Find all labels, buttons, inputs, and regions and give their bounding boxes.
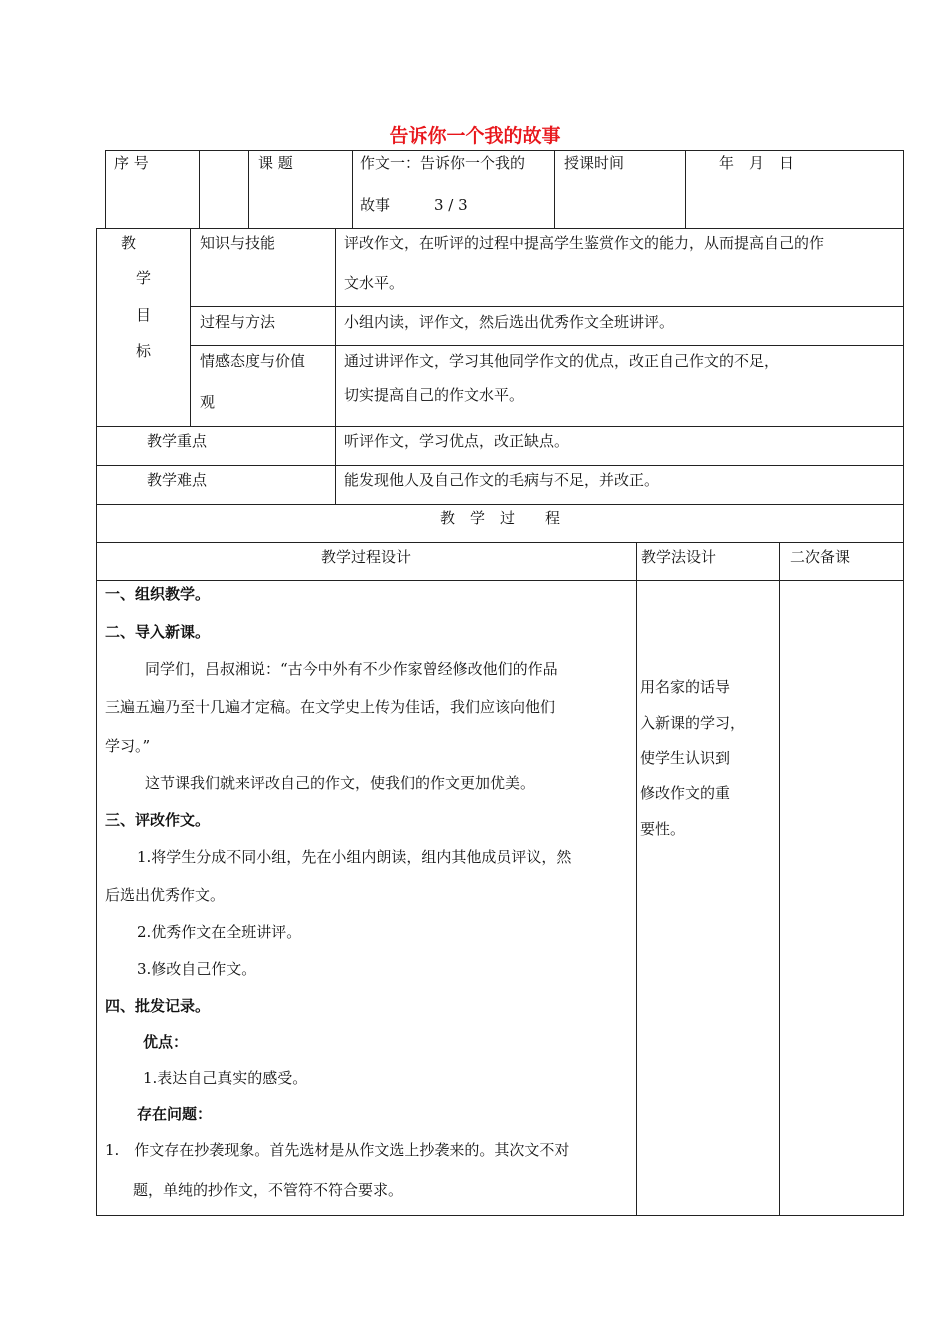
content-line-12: 四、批发记录。 (105, 997, 211, 1015)
col-design-header: 教学过程设计 (320, 548, 411, 566)
content-line-14: 1.表达自己真实的感受。 (143, 1069, 308, 1087)
goal-knowledge-text-2: 文水平。 (344, 274, 405, 292)
content-line-13: 优点： (143, 1033, 189, 1051)
topic-value-line1: 作文一：告诉你一个我的 (360, 154, 526, 172)
page-title: 告诉你一个我的故事 (389, 125, 561, 147)
process-columns-top-border (96, 542, 904, 543)
content-line-17: 题，单纯的抄作文，不管符不符合要求。 (133, 1181, 404, 1199)
seq-label: 序 号 (114, 154, 149, 172)
goals-label-divider (190, 228, 191, 427)
goals-row-divider-2 (190, 345, 904, 346)
date-label: 年 月 日 (719, 154, 795, 172)
header-divider-5 (685, 150, 686, 228)
topic-page: 3 / 3 (434, 196, 468, 214)
process-heading-top-border (96, 504, 904, 505)
focus-top-border (96, 426, 904, 427)
header-divider-4 (554, 150, 555, 228)
col-second-header: 二次备课 (790, 548, 851, 566)
main-right-border (903, 228, 904, 1216)
goals-value-divider (335, 228, 336, 505)
content-line-15: 存在问题： (137, 1105, 213, 1123)
goal-emotion-label-2: 观 (200, 393, 216, 411)
process-col-divider-1 (636, 542, 637, 1216)
col-method-header: 教学法设计 (641, 548, 717, 566)
header-divider-2 (248, 150, 249, 228)
goals-row-divider-1 (190, 306, 904, 307)
difficulty-value: 能发现他人及自己作文的毛病与不足，并改正。 (344, 471, 660, 489)
focus-label: 教学重点 (147, 432, 208, 450)
process-heading: 教 学 过 程 (439, 509, 560, 527)
difficulty-top-border (96, 465, 904, 466)
content-line-9: 后选出优秀作文。 (105, 886, 226, 904)
content-line-10: 2.优秀作文在全班讲评。 (137, 923, 302, 941)
header-left-border (105, 150, 106, 228)
content-line-1: 一、组织教学。 (105, 585, 211, 603)
method-note-line-1: 用名家的话导 (640, 678, 731, 696)
goal-knowledge-label: 知识与技能 (200, 234, 276, 252)
content-line-3: 同学们，吕叔湘说：“古今中外有不少作家曾经修改他们的作品 (145, 660, 558, 678)
method-note-line-2: 入新课的学习， (640, 714, 746, 732)
method-note-line-3: 使学生认识到 (640, 749, 731, 767)
goals-label-char-3: 目 (136, 306, 152, 324)
time-label: 授课时间 (564, 154, 625, 172)
difficulty-label: 教学难点 (147, 471, 208, 489)
goals-label-char-2: 学 (136, 269, 152, 287)
content-line-5: 学习。” (105, 737, 151, 755)
goal-emotion-text-2: 切实提高自己的作文水平。 (344, 386, 525, 404)
goal-process-label: 过程与方法 (200, 313, 276, 331)
content-line-2: 二、导入新课。 (105, 623, 211, 641)
method-note-line-5: 要性。 (640, 820, 686, 838)
header-right-border (903, 150, 904, 228)
content-line-8: 1.将学生分成不同小组，先在小组内朗读，组内其他成员评议，然 (137, 848, 572, 866)
topic-value-line2: 故事 (360, 196, 391, 214)
focus-value: 听评作文，学习优点，改正缺点。 (344, 432, 570, 450)
goal-process-text: 小组内读，评作文，然后选出优秀作文全班讲评。 (344, 313, 675, 331)
goals-label-char-4: 标 (136, 342, 152, 360)
header-top-border (105, 150, 904, 151)
method-note-line-4: 修改作文的重 (640, 784, 731, 802)
content-line-6: 这节课我们就来评改自己的作文，使我们的作文更加优美。 (145, 774, 536, 792)
header-divider-3 (352, 150, 353, 228)
main-bottom-border (96, 1215, 904, 1216)
goals-label-char-1: 教 (121, 234, 137, 252)
main-top-border (96, 228, 904, 229)
goal-knowledge-text-1: 评改作文，在听评的过程中提高学生鉴赏作文的能力，从而提高自己的作 (344, 234, 825, 252)
content-line-4: 三遍五遍乃至十几遍才定稿。在文学史上传为佳话，我们应该向他们 (105, 698, 556, 716)
goal-emotion-label-1: 情感态度与价值 (200, 352, 306, 370)
main-left-border (96, 228, 97, 1216)
content-line-11: 3.修改自己作文。 (137, 960, 257, 978)
header-divider-1 (199, 150, 200, 228)
goal-emotion-text-1: 通过讲评作文，学习其他同学作文的优点，改正自己作文的不足， (344, 352, 780, 370)
topic-label: 课 题 (258, 154, 293, 172)
process-content-top-border (96, 580, 904, 581)
content-line-16: 1. 作文存在抄袭现象。首先选材是从作文选上抄袭来的。其次文不对 (105, 1141, 570, 1159)
content-line-7: 三、评改作文。 (105, 811, 211, 829)
process-col-divider-2 (779, 542, 780, 1216)
